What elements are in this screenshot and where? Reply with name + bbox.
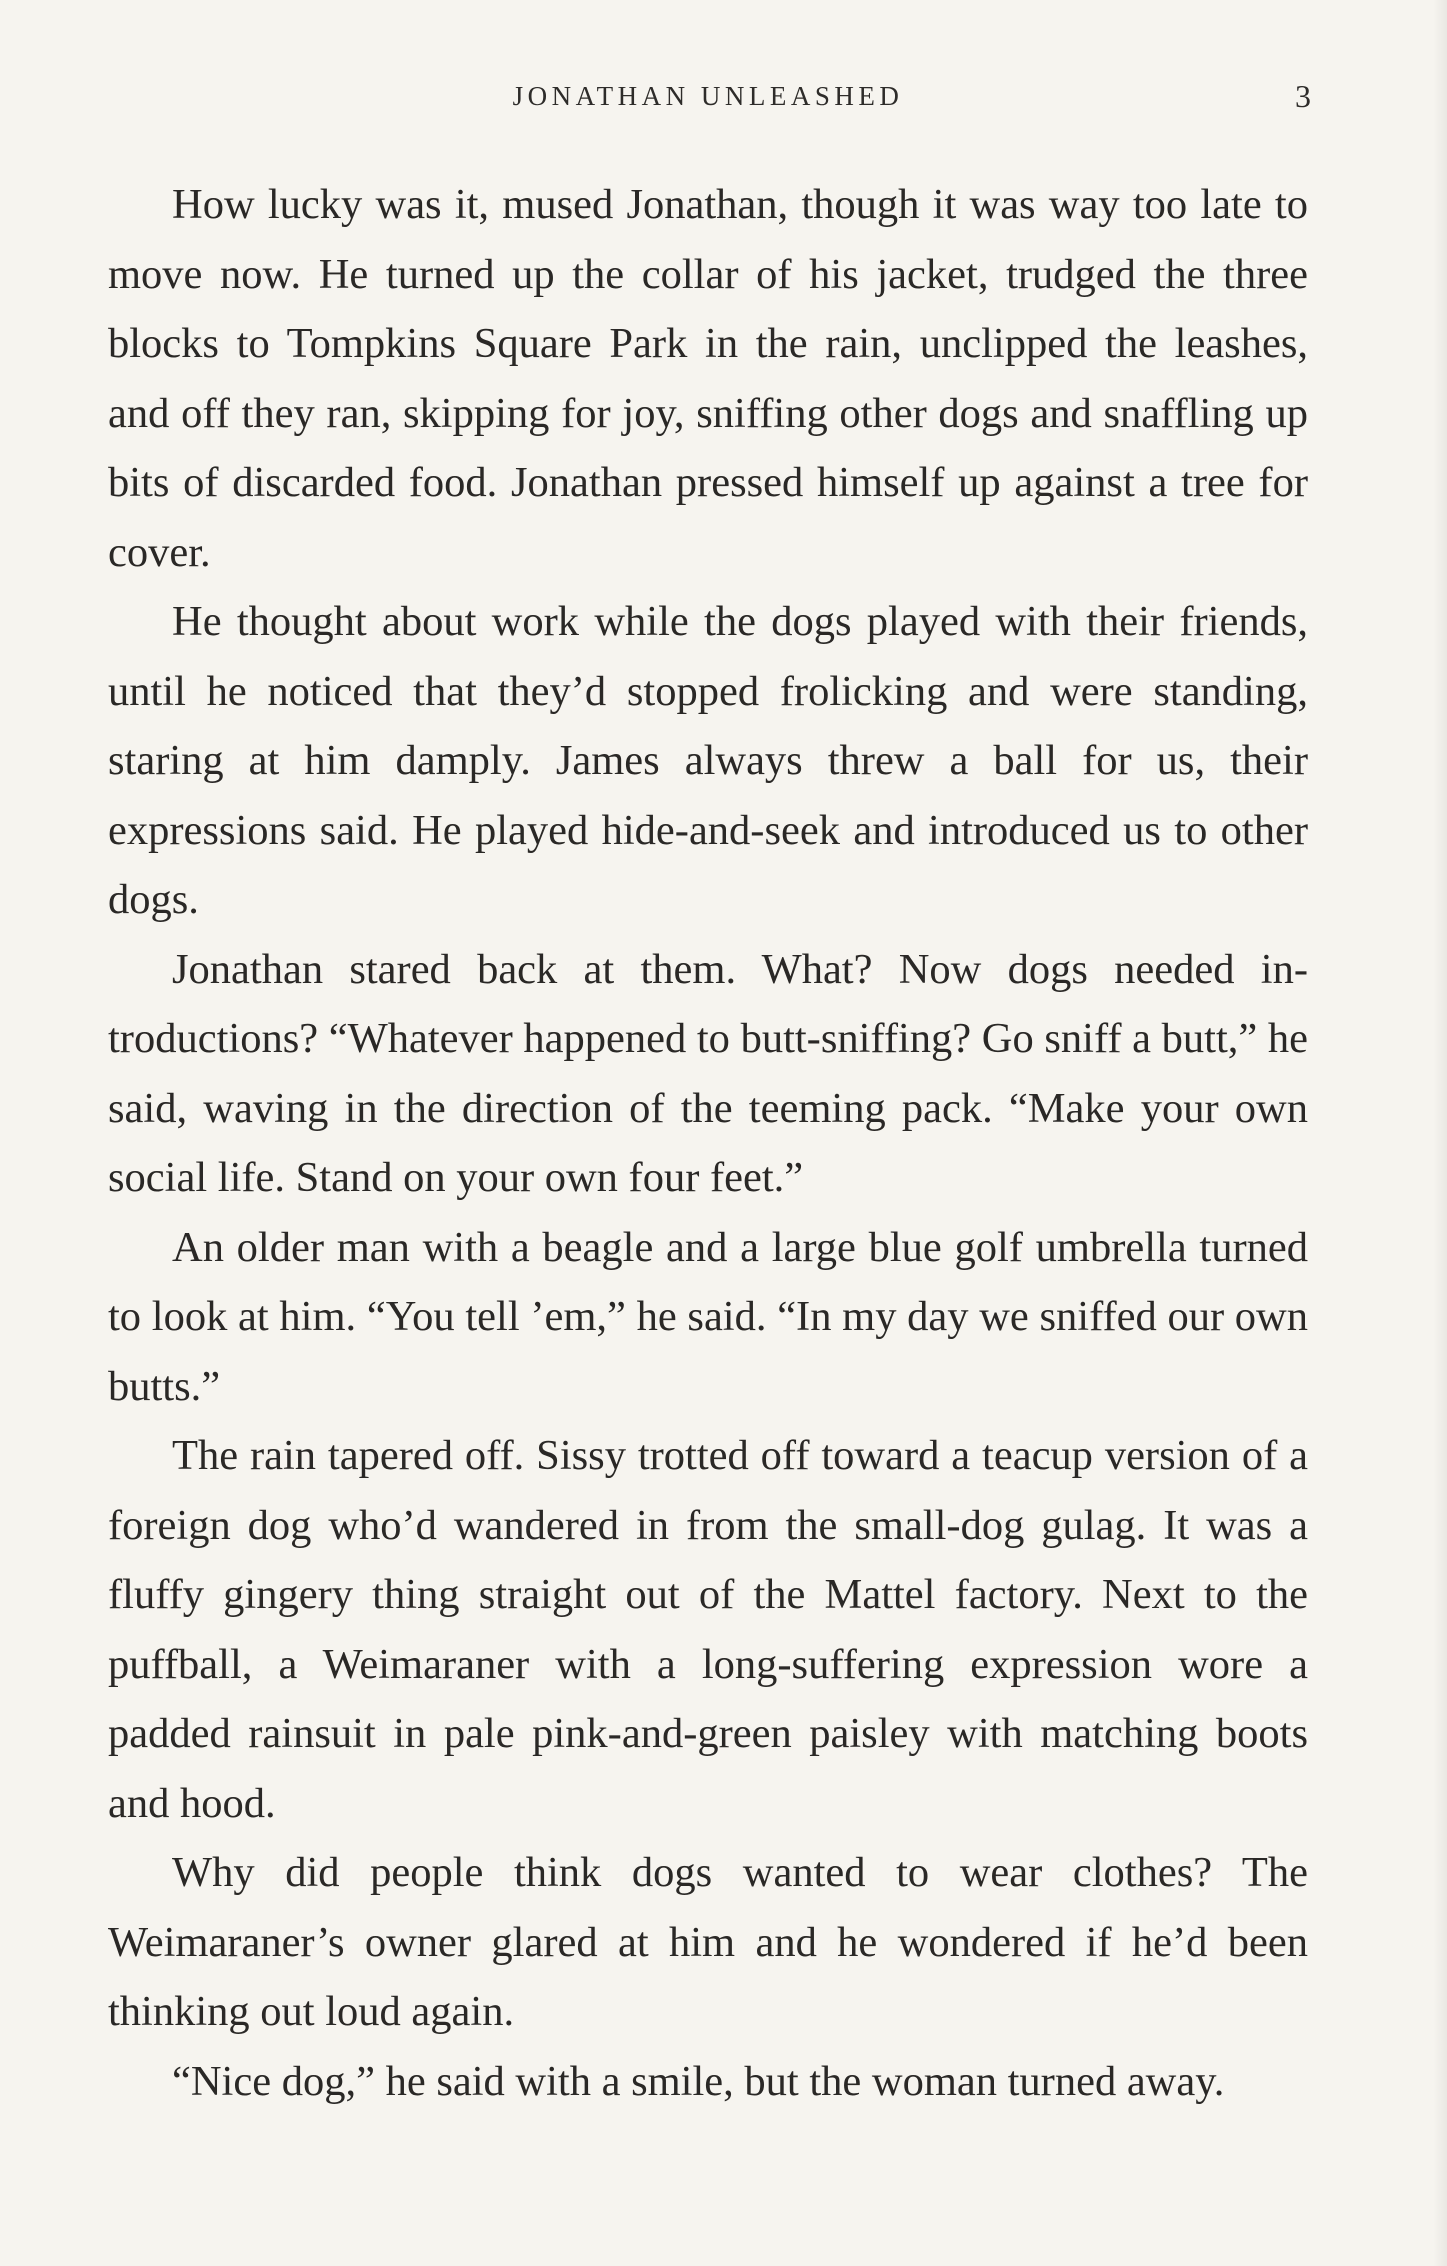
page-number: 3 bbox=[1295, 78, 1311, 114]
paragraph: He thought about work while the dogs played with their friends, until he noticed that they’d stopped frolicking and were standing, staring at him damply. James always threw a ball for us, their expressions said. He played hide-and-seek and introduced us to other dogs. bbox=[108, 598, 1308, 923]
paragraph: Jonathan stared back at them. What? Now dogs needed introductions? “Whatever happened to butt-sniffing? Go sniff a butt,” he said, waving in the direction of the teeming pack. “Make your own social life. Stand on your own four feet.” bbox=[108, 945, 1308, 1201]
paragraph: An older man with a beagle and a large blue golf umbrella turned to look at him. “You tell ’em,” he said. “In my day we sniffed our own butts.” bbox=[108, 1223, 1308, 1410]
page-edge-shadow bbox=[1433, 0, 1447, 2266]
paragraph: Why did people think dogs wanted to wear clothes? The Weimaraner’s owner glared at him and he wondered if he’d been thinking out loud again. bbox=[108, 1849, 1308, 2035]
paragraph: The rain tapered off. Sissy trotted off toward a teacup version of a foreign dog who’d wandered in from the small-dog gulag. It was a fluffy gingery thing straight out of the Mattel factory. Next to the puffball, a Weimaraner with a long-suffering expression wore a padded rainsuit in pale pink-and-green paisley with matching boots and hood. bbox=[108, 1432, 1308, 1827]
paragraph: How lucky was it, mused Jonathan, though it was way too late to move now. He turned up the collar of his jacket, trudged the three blocks to Tompkins Square Park in the rain, unclipped the leashes, and off they ran, skipping for joy, sniffing other dogs and snaffling up bits of discarded food. Jonathan pressed himself up against a tree for cover. bbox=[108, 181, 1308, 576]
running-title: JONATHAN UNLEASHED bbox=[512, 81, 904, 111]
paragraph: “Nice dog,” he said with a smile, but the woman turned away. bbox=[172, 2057, 1225, 2105]
running-head bbox=[108, 76, 1311, 116]
body-text bbox=[108, 170, 1308, 2116]
